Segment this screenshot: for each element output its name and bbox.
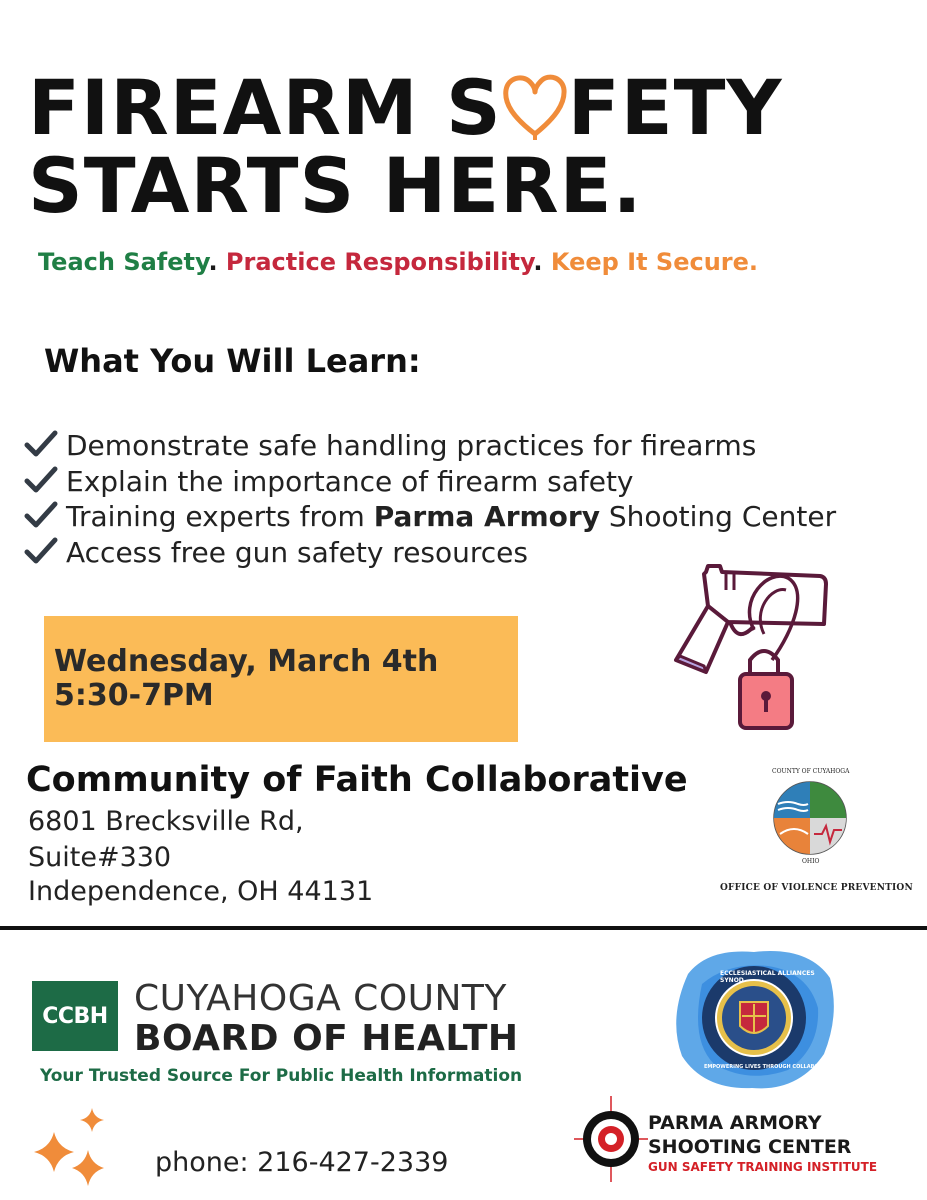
venue-address-1: 6801 Brecksville Rd, <box>28 806 304 837</box>
eas-ring-bottom: EMPOWERING LIVES THROUGH COLLABORATION <box>704 1064 840 1070</box>
list-item-text: Demonstrate safe handling practices for firearms <box>66 429 757 462</box>
venue-address-3: Independence, OH 44131 <box>28 876 374 907</box>
tagline-teach: Teach Safety <box>38 248 209 276</box>
heart-icon <box>502 74 568 138</box>
tagline-sep-2: . <box>533 248 551 276</box>
list-item <box>24 428 836 464</box>
parma-armory-line-2: SHOOTING CENTER <box>648 1136 852 1158</box>
section-divider <box>0 926 927 930</box>
phone-number: phone: 216-427-2339 <box>155 1147 449 1178</box>
learn-title: What You Will Learn: <box>44 342 421 380</box>
locked-gun-icon <box>668 560 838 735</box>
eas-ring-top: ECCLESIASTICAL ALLIANCES SYNOD <box>720 970 815 984</box>
venue-address-2: Suite#330 <box>28 842 172 873</box>
event-time: 5:30-7PM <box>54 678 214 713</box>
tagline-secure: Keep It Secure. <box>550 248 759 276</box>
ccbh-name-line-1: CUYAHOGA COUNTY <box>134 978 507 1019</box>
headline-text-b: FETY <box>567 63 783 152</box>
ccbh-logo: CCBH <box>32 981 118 1051</box>
headline-line-2: STARTS HERE. <box>28 141 643 230</box>
sparkle-icon <box>30 1106 110 1190</box>
event-date: Wednesday, March 4th <box>54 644 439 679</box>
check-icon <box>24 430 58 458</box>
check-icon <box>24 537 58 565</box>
check-icon <box>24 501 58 529</box>
event-date-box <box>44 616 518 742</box>
eas-logo <box>668 944 840 1094</box>
list-item <box>24 464 836 500</box>
ccbh-name-line-2: BOARD OF HEALTH <box>134 1018 519 1059</box>
ovp-caption: OFFICE OF VIOLENCE PREVENTION <box>720 883 913 893</box>
headline-line-1 <box>28 63 783 152</box>
parma-armory-line-3: GUN SAFETY TRAINING INSTITUTE <box>648 1160 878 1174</box>
list-item-text-post: Shooting Center <box>599 500 837 533</box>
list-item-text: Explain the importance of firearm safety <box>66 464 634 498</box>
seal-bottom-text: OHIO <box>802 858 820 865</box>
parma-armory-line-1: PARMA ARMORY <box>648 1112 822 1134</box>
venue-name: Community of Faith Collaborative <box>26 760 688 800</box>
list-item <box>24 499 836 535</box>
learn-list <box>24 428 836 570</box>
list-item-text-pre: Training experts from <box>66 500 374 533</box>
list-item-text: Access free gun safety resources <box>66 535 528 569</box>
tagline-practice: Practice Responsibility <box>225 248 534 276</box>
headline-text-a: FIREARM S <box>28 63 502 152</box>
seal-top-text: COUNTY OF CUYAHOGA <box>772 768 850 775</box>
ccbh-tagline: Your Trusted Source For Public Health Information <box>40 1066 523 1086</box>
tagline <box>38 248 758 276</box>
tagline-sep-1: . <box>208 248 226 276</box>
target-icon <box>574 1096 648 1182</box>
list-item-text-bold: Parma Armory <box>373 500 600 533</box>
check-icon <box>24 466 58 494</box>
cuyahoga-county-seal <box>758 768 862 868</box>
